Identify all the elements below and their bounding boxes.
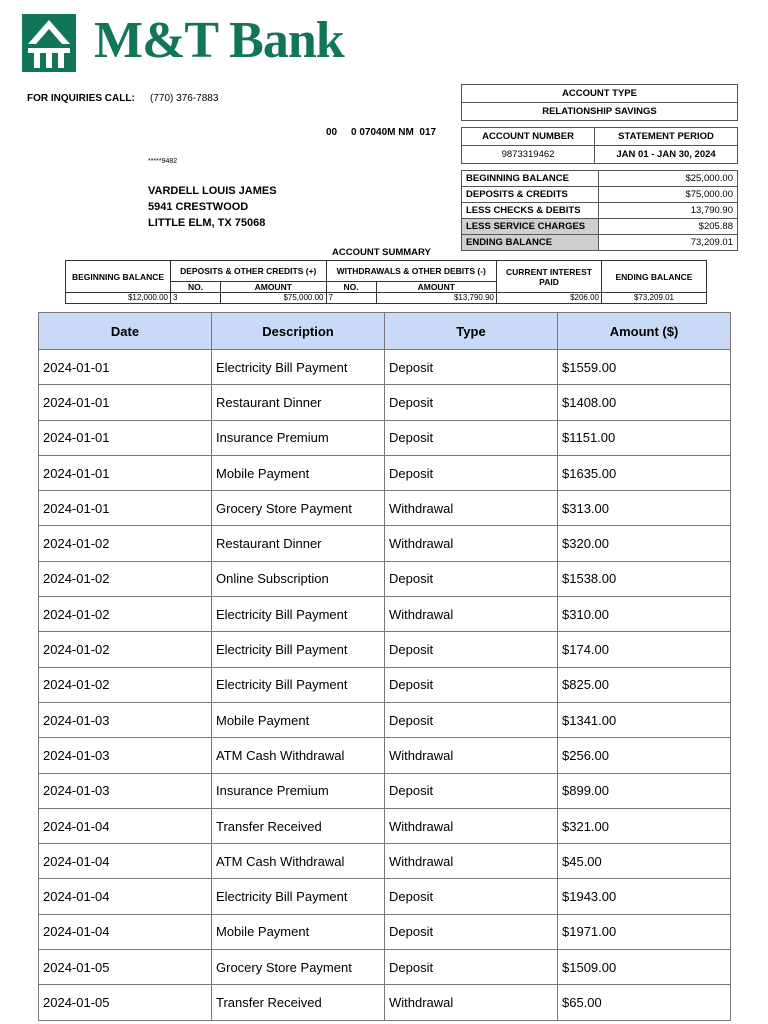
- account-summary-table: [65, 260, 707, 304]
- cell-description: Mobile Payment: [212, 702, 385, 737]
- summary-sub-amount: AMOUNT: [221, 282, 327, 293]
- cell-date: 2024-01-01: [39, 385, 212, 420]
- cell-date: 2024-01-01: [39, 350, 212, 385]
- cell-amount: $1151.00: [558, 420, 731, 455]
- cell-date: 2024-01-02: [39, 632, 212, 667]
- cell-type: Withdrawal: [385, 738, 558, 773]
- balance-label: BEGINNING BALANCE: [462, 171, 599, 187]
- customer-address: [148, 183, 277, 231]
- mt-bank-logo-icon: [22, 14, 76, 72]
- balance-label: LESS SERVICE CHARGES: [462, 219, 599, 235]
- summary-header-beginning: BEGINNING BALANCE: [66, 261, 171, 293]
- summary-ending: $73,209.01: [602, 293, 707, 304]
- cell-type: Deposit: [385, 420, 558, 455]
- cell-amount: $310.00: [558, 597, 731, 632]
- balance-value: 73,209.01: [599, 235, 738, 251]
- cell-description: Grocery Store Payment: [212, 491, 385, 526]
- cell-type: Deposit: [385, 667, 558, 702]
- table-row: [39, 808, 731, 843]
- cell-amount: $825.00: [558, 667, 731, 702]
- balance-label: LESS CHECKS & DEBITS: [462, 203, 599, 219]
- cell-description: Electricity Bill Payment: [212, 879, 385, 914]
- table-row: [39, 950, 731, 985]
- transactions-header-row: [39, 313, 731, 350]
- table-row: [39, 526, 731, 561]
- cell-amount: $45.00: [558, 844, 731, 879]
- summary-deposits-amount: $75,000.00: [221, 293, 327, 304]
- table-row: [39, 455, 731, 490]
- cell-description: Mobile Payment: [212, 914, 385, 949]
- table-row: [39, 985, 731, 1020]
- cell-amount: $174.00: [558, 632, 731, 667]
- cell-type: Withdrawal: [385, 491, 558, 526]
- cell-amount: $1509.00: [558, 950, 731, 985]
- cell-type: Withdrawal: [385, 844, 558, 879]
- table-row: [39, 597, 731, 632]
- table-row: [39, 702, 731, 737]
- cell-date: 2024-01-04: [39, 808, 212, 843]
- cell-type: Withdrawal: [385, 985, 558, 1020]
- cell-type: Deposit: [385, 879, 558, 914]
- cell-description: Transfer Received: [212, 985, 385, 1020]
- cell-type: Withdrawal: [385, 808, 558, 843]
- cell-type: Deposit: [385, 914, 558, 949]
- customer-name: VARDELL LOUIS JAMES: [148, 185, 277, 197]
- cell-type: Deposit: [385, 455, 558, 490]
- table-row: [39, 491, 731, 526]
- balance-label: DEPOSITS & CREDITS: [462, 187, 599, 203]
- customer-city: LITTLE ELM, TX 75068: [148, 217, 266, 229]
- column-header-type: Type: [385, 313, 558, 350]
- cell-type: Withdrawal: [385, 526, 558, 561]
- statement-period: JAN 01 - JAN 30, 2024: [595, 146, 738, 164]
- cell-amount: $1538.00: [558, 561, 731, 596]
- account-number-label: ACCOUNT NUMBER: [462, 128, 595, 146]
- cell-date: 2024-01-04: [39, 879, 212, 914]
- account-info-box: [461, 127, 738, 164]
- cell-date: 2024-01-01: [39, 455, 212, 490]
- cell-date: 2024-01-05: [39, 950, 212, 985]
- cell-amount: $899.00: [558, 773, 731, 808]
- table-row: [39, 879, 731, 914]
- cell-description: ATM Cash Withdrawal: [212, 738, 385, 773]
- cell-date: 2024-01-01: [39, 420, 212, 455]
- summary-beginning: $12,000.00: [66, 293, 171, 304]
- cell-amount: $321.00: [558, 808, 731, 843]
- summary-interest: $206.00: [497, 293, 602, 304]
- table-row: [39, 420, 731, 455]
- cell-description: Online Subscription: [212, 561, 385, 596]
- cell-amount: $1341.00: [558, 702, 731, 737]
- statement-code: 00 0 07040M NM 017: [326, 127, 437, 138]
- cell-description: Insurance Premium: [212, 420, 385, 455]
- balance-value: 13,790.90: [599, 203, 738, 219]
- account-type-box: [461, 84, 738, 121]
- cell-date: 2024-01-03: [39, 738, 212, 773]
- cell-description: Transfer Received: [212, 808, 385, 843]
- table-row: [39, 632, 731, 667]
- cell-description: Electricity Bill Payment: [212, 597, 385, 632]
- cell-amount: $1943.00: [558, 879, 731, 914]
- cell-description: Restaurant Dinner: [212, 526, 385, 561]
- summary-header-deposits: DEPOSITS & OTHER CREDITS (+): [171, 261, 327, 282]
- cell-type: Deposit: [385, 702, 558, 737]
- customer-street: 5941 CRESTWOOD: [148, 201, 249, 213]
- balance-box: [461, 170, 738, 251]
- account-type-value: RELATIONSHIP SAVINGS: [462, 103, 738, 121]
- table-row: [39, 561, 731, 596]
- cell-description: Grocery Store Payment: [212, 950, 385, 985]
- account-number: 9873319462: [462, 146, 595, 164]
- cell-description: Restaurant Dinner: [212, 385, 385, 420]
- summary-withdrawals-no: 7: [326, 293, 376, 304]
- summary-sub-no: NO.: [171, 282, 221, 293]
- summary-sub-no: NO.: [326, 282, 376, 293]
- cell-description: Mobile Payment: [212, 455, 385, 490]
- table-row: [39, 350, 731, 385]
- cell-type: Deposit: [385, 385, 558, 420]
- table-row: [39, 914, 731, 949]
- summary-withdrawals-amount: $13,790.90: [376, 293, 497, 304]
- summary-header-interest: CURRENT INTEREST PAID: [497, 261, 602, 293]
- cell-amount: $313.00: [558, 491, 731, 526]
- table-row: [39, 844, 731, 879]
- cell-amount: $1559.00: [558, 350, 731, 385]
- cell-description: Electricity Bill Payment: [212, 632, 385, 667]
- table-row: [39, 738, 731, 773]
- cell-description: Electricity Bill Payment: [212, 667, 385, 702]
- table-row: [39, 385, 731, 420]
- bank-name: M&T Bank: [94, 12, 344, 69]
- transactions-table: [38, 312, 731, 1021]
- summary-header-ending: ENDING BALANCE: [602, 261, 707, 293]
- cell-description: ATM Cash Withdrawal: [212, 844, 385, 879]
- balance-label: ENDING BALANCE: [462, 235, 599, 251]
- cell-date: 2024-01-01: [39, 491, 212, 526]
- cell-date: 2024-01-03: [39, 702, 212, 737]
- table-row: [39, 667, 731, 702]
- summary-header-withdrawals: WITHDRAWALS & OTHER DEBITS (-): [326, 261, 497, 282]
- balance-value: $205.88: [599, 219, 738, 235]
- cell-description: Electricity Bill Payment: [212, 350, 385, 385]
- column-header-date: Date: [39, 313, 212, 350]
- masked-account: *****9482: [148, 158, 178, 165]
- balance-value: $75,000.00: [599, 187, 738, 203]
- summary-deposits-no: 3: [171, 293, 221, 304]
- balance-value: $25,000.00: [599, 171, 738, 187]
- summary-sub-amount: AMOUNT: [376, 282, 497, 293]
- cell-amount: $320.00: [558, 526, 731, 561]
- cell-type: Withdrawal: [385, 597, 558, 632]
- cell-date: 2024-01-02: [39, 597, 212, 632]
- cell-date: 2024-01-04: [39, 844, 212, 879]
- cell-type: Deposit: [385, 632, 558, 667]
- cell-date: 2024-01-02: [39, 667, 212, 702]
- inquiries-phone: (770) 376-7883: [150, 93, 219, 104]
- cell-amount: $256.00: [558, 738, 731, 773]
- cell-date: 2024-01-02: [39, 526, 212, 561]
- cell-amount: $1635.00: [558, 455, 731, 490]
- cell-date: 2024-01-04: [39, 914, 212, 949]
- cell-date: 2024-01-02: [39, 561, 212, 596]
- statement-period-label: STATEMENT PERIOD: [595, 128, 738, 146]
- account-type-label: ACCOUNT TYPE: [462, 85, 738, 103]
- cell-date: 2024-01-05: [39, 985, 212, 1020]
- column-header-amount: Amount ($): [558, 313, 731, 350]
- cell-type: Deposit: [385, 950, 558, 985]
- account-summary-title: ACCOUNT SUMMARY: [332, 247, 431, 258]
- cell-type: Deposit: [385, 773, 558, 808]
- cell-description: Insurance Premium: [212, 773, 385, 808]
- cell-amount: $65.00: [558, 985, 731, 1020]
- inquiries-label: FOR INQUIRIES CALL:: [27, 93, 135, 104]
- table-row: [39, 773, 731, 808]
- cell-date: 2024-01-03: [39, 773, 212, 808]
- column-header-description: Description: [212, 313, 385, 350]
- cell-type: Deposit: [385, 561, 558, 596]
- cell-type: Deposit: [385, 350, 558, 385]
- cell-amount: $1408.00: [558, 385, 731, 420]
- cell-amount: $1971.00: [558, 914, 731, 949]
